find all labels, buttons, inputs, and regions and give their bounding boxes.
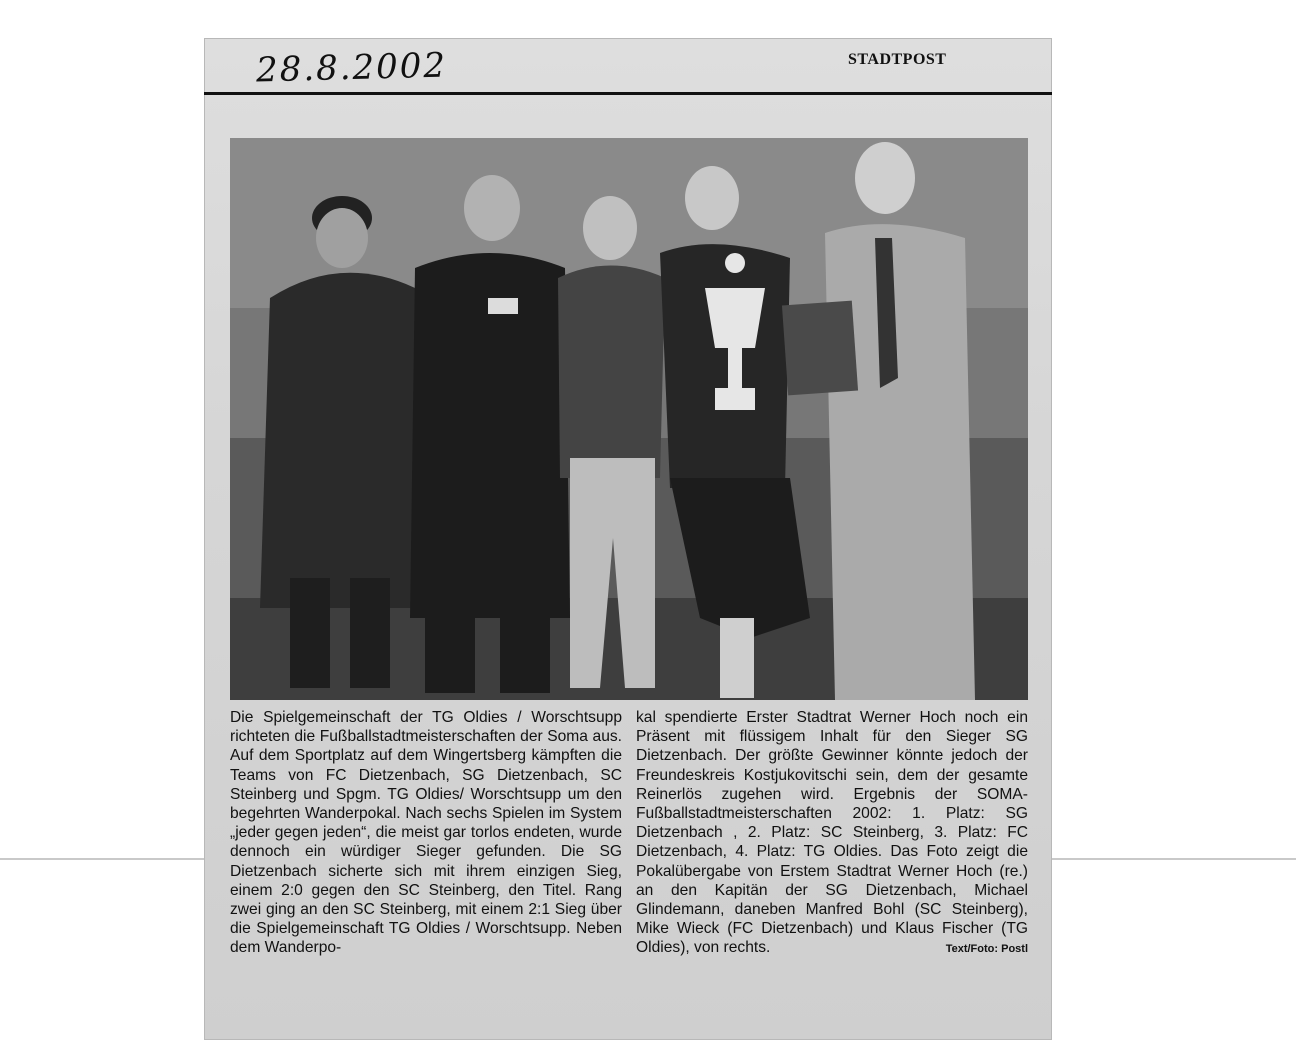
photo-credit: Text/Foto: Postl [945,942,1028,955]
article-body [230,708,1030,1040]
newspaper-masthead: STADTPOST [848,51,947,68]
newspaper-clipping [204,38,1052,1040]
group-photo-icon [230,138,1028,700]
article-column-right-text: kal spendierte Erster Stadtrat Werner Hoch noch ein Präsent mit flüssigem Inhalt für den Sieger SG Dietzenbach. Der größte Gewinner könnte jedoch der Freundeskreis Kostjukovitschi sein, dem der gesamte Reinerlös zugehen wird. Ergebnis der SOMA-Fußballstadtmeisterschaften 2002: 1. Platz: SG Dietzenbach , 2. Platz: SC Steinberg, 3. Platz: FC Dietzenbach, 4. Platz: TG Oldies. Das Foto zeigt die Pokalübergabe von Erstem Stadtrat Werner Hoch (re.) an den Kapitän der SG Dietzenbach, Michael Glindemann, daneben Manfred Bohl (SC Steinberg), Mike Wieck (FC Dietzenbach) und Klaus Fischer (TG Oldies), von rechts. [636,709,1028,957]
handwritten-date: 28.8.2002 [255,45,448,91]
article-column-left: Die Spielgemeinschaft der TG Oldies / Worschtsupp richteten die Fußballstadtmeisterschaften der Soma aus. Auf dem Sportplatz auf dem Wingertsberg kämpften die Teams von FC Dietzenbach, SG Dietzenbach, SC Steinberg und Spgm. TG Oldies/ Worschtsupp um den begehrten Wanderpokal. Nach sechs Spielen im System „jeder gegen jeden“, die meist gar torlos endeten, wurde dennoch ein würdiger Sieger gefunden. Die SG Dietzenbach sicherte sich mit ihrem einzigen Sieg, einem 2:0 gegen den SC Steinberg, den Titel. Rang zwei ging an den SC Steinberg, mit einem 2:1 Sieg über die Spielgemeinschaft TG Oldies / Worschtsupp. Neben dem Wanderpo- [230,709,622,957]
group-photo [230,138,1028,700]
masthead-rule [204,92,1052,95]
article-column-right [636,708,1028,956]
